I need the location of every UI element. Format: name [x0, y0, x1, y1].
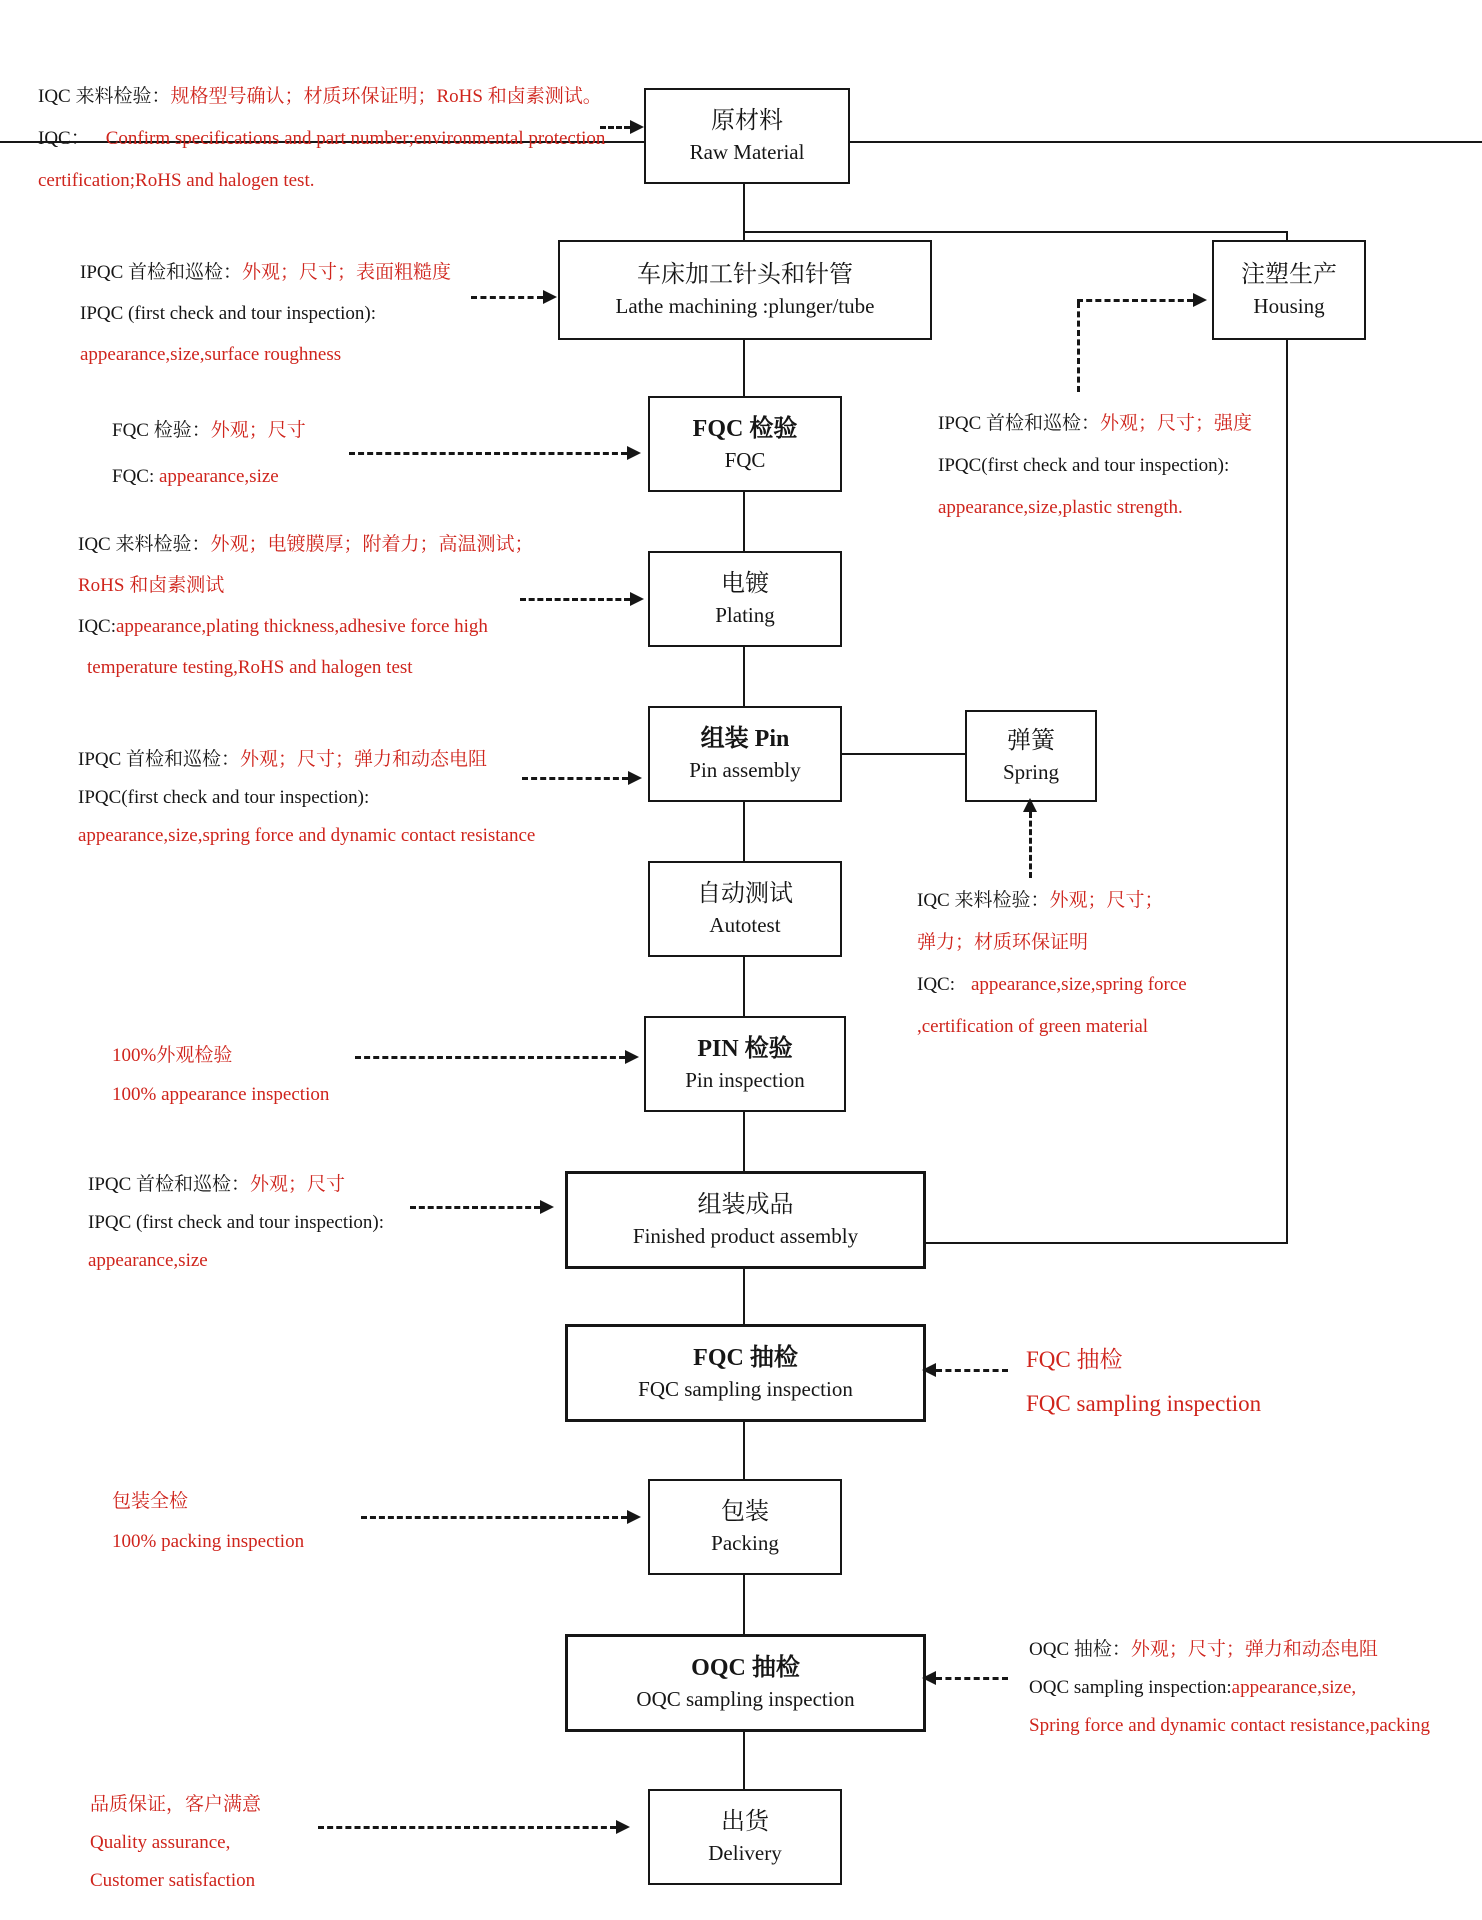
node-subtitle: OQC sampling inspection — [636, 1687, 855, 1711]
connector-branch-to-housing-h — [743, 231, 1288, 233]
annotation-iqc-plating — [78, 524, 534, 688]
text-segment: FQC sampling inspection — [1026, 1391, 1262, 1416]
node-subtitle: Pin inspection — [685, 1068, 805, 1092]
node-subtitle: FQC sampling inspection — [638, 1377, 853, 1401]
text-segment: appearance,size,spring force and dynamic contact resistance — [78, 825, 536, 846]
text-segment: Quality assurance, — [90, 1832, 231, 1853]
dashed-arrow-fqc-note-to-fqc — [349, 452, 627, 455]
text-segment: IPQC 首检和巡检： — [80, 262, 243, 283]
text-segment: IPQC (first check and tour inspection): — [88, 1212, 385, 1233]
flow-node-fqc-sampling — [565, 1324, 926, 1422]
node-subtitle: Delivery — [708, 1841, 782, 1865]
text-segment: IPQC(first check and tour inspection): — [78, 787, 370, 808]
text-segment: IPQC (first check and tour inspection): — [80, 303, 377, 324]
text-segment: 包装全检 — [112, 1491, 189, 1512]
text-segment: appearance,size — [159, 466, 279, 487]
text-segment: RoHS 和卤素测试 — [78, 575, 225, 596]
flow-node-lathe-machining — [558, 240, 932, 340]
flow-node-pin-assembly — [648, 706, 842, 802]
arrowhead-right-icon — [630, 592, 644, 606]
annotation-packing-inspection — [112, 1482, 304, 1562]
node-title: 电镀 — [721, 571, 769, 597]
text-segment: IQC 来料检验： — [917, 890, 1050, 911]
arrowhead-right-icon — [625, 1050, 639, 1064]
dashed-arrow-ipqc-to-pin-assembly — [522, 777, 628, 780]
flow-node-delivery — [648, 1789, 842, 1885]
arrowhead-right-icon — [543, 290, 557, 304]
text-segment: temperature testing,RoHS and halogen test — [87, 657, 413, 678]
dashed-arrow-ipqc-to-housing-h — [1077, 299, 1193, 302]
node-title: OQC 抽检 — [691, 1655, 800, 1681]
flow-node-housing — [1212, 240, 1366, 340]
text-segment: IQC: — [917, 974, 955, 995]
arrowhead-left-icon — [922, 1671, 936, 1685]
node-subtitle: Plating — [715, 603, 775, 627]
text-segment: ,certification of green material — [917, 1016, 1149, 1037]
dashed-arrow-iqc-to-plating — [520, 598, 630, 601]
text-segment: certification;RoHS and halogen test. — [38, 170, 315, 191]
dashed-arrow-iqc-to-spring — [1029, 812, 1032, 878]
annotation-quality-assurance — [90, 1786, 261, 1900]
text-segment: appearance,size,surface roughness — [80, 344, 342, 365]
arrowhead-left-icon — [922, 1363, 936, 1377]
node-title: PIN 检验 — [697, 1036, 793, 1062]
node-subtitle: Lathe machining :plunger/tube — [615, 294, 875, 318]
dashed-arrow-oqc-note-to-oqc — [936, 1677, 1008, 1680]
text-segment: 外观；尺寸；弹力和动态电阻 — [240, 749, 488, 770]
text-segment: IQC: — [78, 616, 116, 637]
arrowhead-right-icon — [630, 120, 644, 134]
text-segment: 100%外观检验 — [112, 1045, 233, 1066]
text-segment: IPQC 首检和巡检： — [88, 1174, 251, 1195]
arrowhead-right-icon — [628, 771, 642, 785]
text-segment: 100% packing inspection — [112, 1531, 305, 1552]
arrowhead-right-icon — [540, 1200, 554, 1214]
text-segment: 外观；电镀膜厚；附着力；高温测试； — [210, 534, 534, 555]
node-title: 组装成品 — [697, 1192, 794, 1218]
node-title: 组装 Pin — [700, 726, 790, 752]
text-segment: FQC 抽检 — [1026, 1347, 1123, 1372]
node-subtitle: Packing — [711, 1531, 779, 1555]
node-subtitle: Raw Material — [689, 140, 805, 164]
dashed-arrow-packing-note-to-packing — [361, 1516, 627, 1519]
node-title: 自动测试 — [697, 881, 793, 907]
text-segment: IPQC(first check and tour inspection): — [938, 455, 1230, 476]
flow-node-spring — [965, 710, 1097, 802]
text-segment: 外观；尺寸 — [210, 420, 306, 441]
connector-housing-down — [1286, 334, 1288, 1244]
text-segment: Customer satisfaction — [90, 1870, 256, 1891]
text-segment: 外观；尺寸； — [1049, 890, 1164, 911]
text-segment: 弹力；材质环保证明 — [917, 932, 1089, 953]
dashed-arrow-quality-to-delivery — [318, 1826, 616, 1829]
text-segment: Spring force and dynamic contact resistance,packing — [1029, 1715, 1430, 1736]
node-title: 原材料 — [711, 108, 783, 134]
arrowhead-right-icon — [627, 446, 641, 460]
flow-node-oqc-sampling — [565, 1634, 926, 1732]
node-title: FQC 检验 — [692, 416, 798, 442]
node-subtitle: Finished product assembly — [632, 1224, 859, 1248]
flow-node-pin-inspection — [644, 1016, 846, 1112]
text-segment: OQC sampling inspection: — [1029, 1677, 1232, 1698]
text-segment: 规格型号确认；材质环保证明；RoHS 和卤素测试。 — [170, 86, 602, 107]
text-segment: FQC 检验： — [112, 420, 211, 441]
text-segment: appearance,size,spring force — [971, 974, 1187, 995]
text-segment: OQC 抽检： — [1029, 1639, 1131, 1660]
annotation-ipqc-housing — [938, 403, 1252, 529]
text-segment: appearance,plating thickness,adhesive force high — [116, 616, 488, 637]
flow-node-fqc — [648, 396, 842, 492]
node-title: 注塑生产 — [1241, 262, 1337, 288]
annotation-iqc-raw-material — [38, 76, 605, 202]
node-subtitle: Spring — [1002, 760, 1059, 784]
arrowhead-right-icon — [1193, 293, 1207, 307]
node-subtitle: Housing — [1253, 294, 1325, 318]
text-segment: IPQC 首检和巡检： — [78, 749, 241, 770]
text-segment: appearance,size — [88, 1250, 208, 1271]
node-title: 车床加工针头和针管 — [637, 262, 853, 288]
annotation-fqc-check — [112, 408, 306, 500]
node-subtitle: Pin assembly — [689, 758, 801, 782]
text-segment: 品质保证，客户满意 — [90, 1794, 262, 1815]
node-title: 包装 — [721, 1499, 769, 1525]
annotation-ipqc-lathe — [80, 252, 451, 375]
text-segment: appearance,size,plastic strength. — [938, 497, 1183, 518]
text-segment: IQC 来料检验： — [78, 534, 211, 555]
text-segment: 外观；尺寸；弹力和动态电阻 — [1130, 1639, 1378, 1660]
node-subtitle: FQC — [724, 448, 766, 472]
dashed-arrow-ipqc-to-housing-v — [1077, 302, 1080, 392]
text-segment: IPQC 首检和巡检： — [938, 413, 1101, 434]
annotation-100pct-appearance — [112, 1036, 329, 1114]
text-segment: 外观；尺寸 — [250, 1174, 346, 1195]
node-subtitle: Autotest — [709, 913, 781, 937]
node-title: 出货 — [721, 1809, 769, 1835]
annotation-ipqc-finished — [88, 1166, 384, 1280]
dashed-arrow-ipqc-to-lathe — [471, 296, 543, 299]
flow-node-finished-assembly — [565, 1171, 926, 1269]
text-segment: IQC： — [38, 128, 90, 149]
flow-node-autotest — [648, 861, 842, 957]
annotation-ipqc-pin-assembly — [78, 741, 535, 855]
text-segment: 外观；尺寸；强度 — [1100, 413, 1253, 434]
text-segment: 100% appearance inspection — [112, 1084, 330, 1105]
annotation-fqc-sampling-label — [1026, 1338, 1261, 1426]
connector-housing-to-finished — [920, 1242, 1288, 1244]
node-title: 弹簧 — [1007, 728, 1055, 754]
dashed-arrow-ipqc-to-finished — [410, 1206, 540, 1209]
flow-node-packing — [648, 1479, 842, 1575]
node-title: FQC 抽检 — [693, 1345, 798, 1371]
text-segment: FQC: — [112, 466, 159, 487]
arrowhead-right-icon — [627, 1510, 641, 1524]
flow-node-raw-material — [644, 88, 850, 184]
dashed-arrow-red-to-fqc-sampling — [936, 1369, 1008, 1372]
flow-node-plating — [648, 551, 842, 647]
annotation-iqc-spring — [917, 880, 1187, 1048]
annotation-oqc-sampling — [1029, 1631, 1430, 1745]
dashed-arrow-100pct-to-pin-inspection — [355, 1056, 625, 1059]
connector-pin-to-spring — [838, 753, 966, 755]
arrowhead-right-icon — [616, 1820, 630, 1834]
text-segment: 外观；尺寸；表面粗糙度 — [242, 262, 452, 283]
arrowhead-up-icon — [1023, 798, 1037, 812]
text-segment: IQC 来料检验： — [38, 86, 171, 107]
text-segment: appearance,size, — [1231, 1677, 1357, 1698]
text-segment: Confirm specifications and part number;environmental protection — [105, 128, 606, 149]
